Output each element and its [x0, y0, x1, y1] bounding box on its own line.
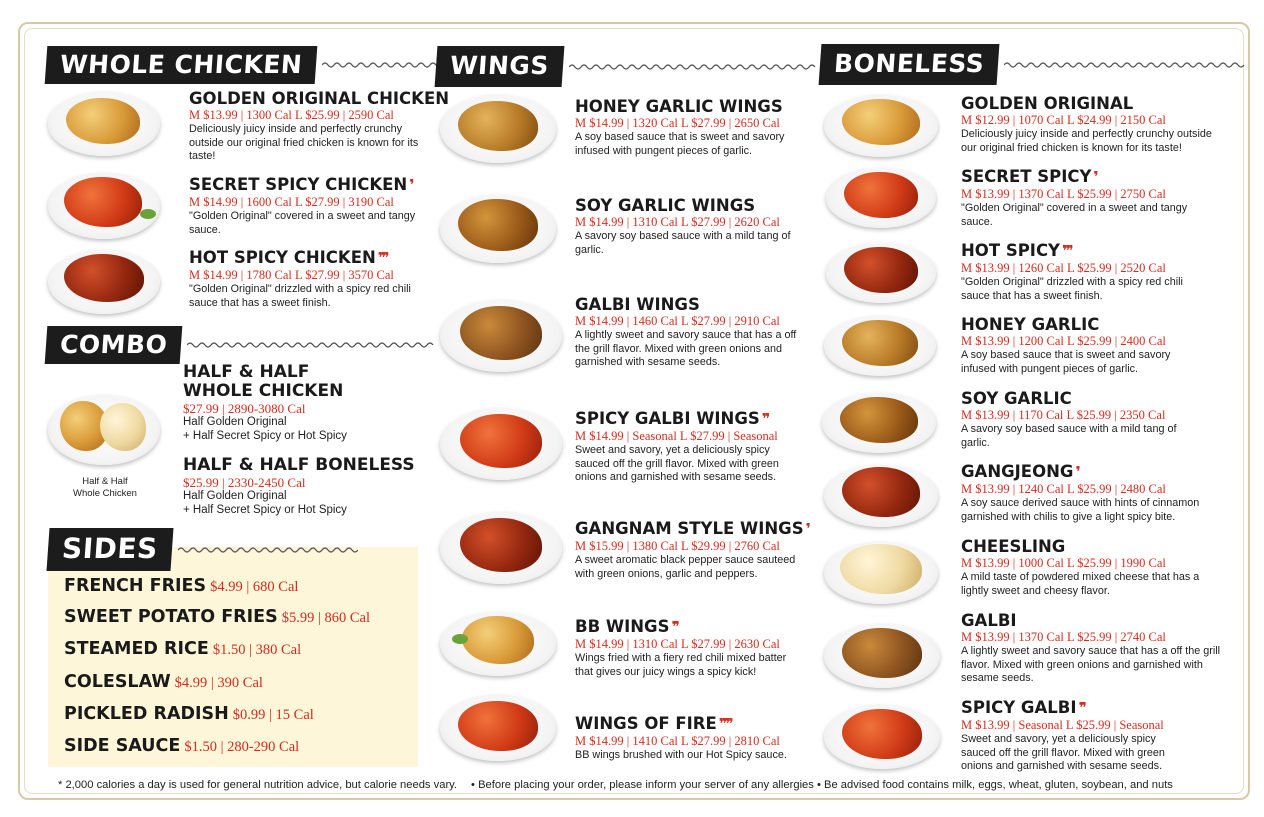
- item-name: HONEY GARLIC WINGS: [575, 97, 783, 116]
- menu-item-spicy-galbi-wings[interactable]: [575, 409, 800, 485]
- secret-spicy-chicken-photo: [48, 173, 160, 239]
- menu-item-gangnam-style-wings[interactable]: [575, 519, 809, 581]
- hot-spicy-chicken-photo: [48, 250, 160, 314]
- side-price: $1.50 | 280-290 Cal: [184, 739, 300, 755]
- calorie-disclaimer: * 2,000 calories a day is used for general nutrition advice, but calorie needs vary.: [58, 779, 458, 791]
- side-price: $0.99 | 15 Cal: [232, 707, 314, 723]
- item-name: GANGJEONG: [961, 462, 1074, 481]
- item-description: "Golden Original" covered in a sweet and tangy sauce.: [189, 210, 416, 236]
- chili-pepper-icon: ❜: [805, 520, 809, 538]
- item-description: Sweet and savory, yet a deliciously spicy sauced off the grill flavor. Mixed with green onions and garnished with sesame seeds.: [961, 733, 1165, 773]
- item-price: M $13.99 | 1370 Cal L $25.99 | 2750 Cal: [961, 187, 1166, 201]
- item-description: "Golden Original" covered in a sweet and tangy sauce.: [961, 202, 1188, 228]
- item-name-line2: WHOLE CHICKEN: [183, 381, 344, 401]
- item-price: M $13.99 | 1000 Cal L $25.99 | 1990 Cal: [961, 556, 1166, 570]
- menu-item-boneless-honey-garlic[interactable]: [961, 315, 1201, 376]
- chili-pepper-icon: ❜❜❜: [377, 249, 388, 267]
- chili-pepper-icon: ❜❜: [1078, 699, 1085, 717]
- half-and-half-chicken-photo: [48, 395, 160, 465]
- item-price: M $15.99 | 1380 Cal L $29.99 | 2760 Cal: [575, 539, 780, 553]
- item-price: M $14.99 | 1320 Cal L $27.99 | 2650 Cal: [575, 116, 780, 130]
- item-price: M $13.99 | 1300 Cal L $25.99 | 2590 Cal: [189, 108, 394, 122]
- item-name: SECRET SPICY CHICKEN: [189, 175, 408, 194]
- item-description: Deliciously juicy inside and perfectly crunchy outside our original fried chicken is known for its taste!: [961, 128, 1212, 154]
- sides-title: SIDES: [46, 528, 173, 571]
- item-description: BB wings brushed with our Hot Spicy sauce.: [575, 749, 787, 761]
- item-name: HALF & HALF BONELESS: [183, 455, 415, 475]
- side-price: $4.99 | 680 Cal: [210, 579, 299, 595]
- side-item-french-fries[interactable]: [64, 576, 298, 596]
- honey-garlic-wings-photo: [440, 95, 556, 163]
- item-name: BB WINGS: [575, 617, 670, 636]
- side-name: STEAMED RICE: [64, 639, 209, 659]
- side-item-sweet-potato-fries[interactable]: [64, 607, 370, 627]
- menu-item-galbi-wings[interactable]: [575, 295, 800, 370]
- boneless-secret-spicy-photo: [826, 168, 936, 228]
- item-description-line2: + Half Secret Spicy or Hot Spicy: [183, 429, 347, 442]
- item-name: HONEY GARLIC: [961, 315, 1100, 334]
- menu-item-boneless-hot-spicy[interactable]: [961, 241, 1211, 303]
- menu-item-boneless-soy-garlic[interactable]: [961, 389, 1191, 450]
- golden-original-chicken-photo: [48, 92, 160, 156]
- galbi-wings-photo: [440, 300, 562, 372]
- menu-item-bb-wings[interactable]: [575, 617, 800, 679]
- side-name: FRENCH FRIES: [64, 576, 207, 596]
- sides-section-header: [48, 528, 358, 571]
- allergy-disclaimer: • Before placing your order, please inform your server of any allergies • Be advised food contains milk, eggs, wheat, gluten, soybean, and nuts: [471, 779, 1173, 791]
- item-price: M $13.99 | 1170 Cal L $25.99 | 2350 Cal: [961, 408, 1166, 422]
- chili-pepper-icon: ❜: [1075, 463, 1079, 481]
- item-name: GOLDEN ORIGINAL CHICKEN: [189, 89, 450, 108]
- item-description: Deliciously juicy inside and perfectly crunchy outside our original fried chicken is known for its taste!: [189, 123, 419, 163]
- item-price: M $14.99 | 1410 Cal L $27.99 | 2810 Cal: [575, 734, 780, 748]
- chili-pepper-icon: ❜: [409, 176, 413, 194]
- item-name: SOY GARLIC WINGS: [575, 196, 756, 215]
- item-price: M $13.99 | 1260 Cal L $25.99 | 2520 Cal: [961, 261, 1166, 275]
- item-price: $27.99 | 2890-3080 Cal: [183, 401, 306, 416]
- item-price: M $13.99 | Seasonal L $25.99 | Seasonal: [961, 718, 1164, 732]
- combo-section-header: [46, 326, 437, 364]
- item-description: A soy sauce derived sauce with hints of cinnamon garnished with chilis to give a light spicy bite.: [961, 497, 1200, 523]
- whole-chicken-title: WHOLE CHICKEN: [45, 46, 318, 84]
- item-description: Sweet and savory, yet a deliciously spicy sauced off the grill flavor. Mixed with green onions and garnished with sesame seeds.: [575, 444, 779, 484]
- side-price: $4.99 | 390 Cal: [174, 675, 263, 691]
- boneless-spicy-galbi-photo: [824, 705, 940, 769]
- combo-photo-caption: Half & Half Whole Chicken: [73, 476, 137, 499]
- boneless-cheesling-photo: [824, 542, 938, 604]
- item-description: Wings fried with a fiery red chili mixed batter that gives our juicy wings a spicy kick!: [575, 652, 787, 678]
- menu-item-wings-of-fire[interactable]: [575, 714, 800, 763]
- wavy-divider: [178, 545, 358, 555]
- side-price: $5.99 | 860 Cal: [281, 610, 371, 626]
- boneless-section-header: [820, 44, 1249, 85]
- whole-chicken-section-header: [46, 46, 472, 84]
- menu-item-boneless-secret-spicy[interactable]: [961, 167, 1211, 229]
- item-price: M $14.99 | 1600 Cal L $27.99 | 3190 Cal: [189, 195, 394, 209]
- side-item-coleslaw[interactable]: [64, 672, 263, 692]
- item-price: M $14.99 | 1460 Cal L $27.99 | 2910 Cal: [575, 314, 780, 328]
- bb-wings-photo: [440, 612, 556, 676]
- combo-title: COMBO: [45, 326, 183, 364]
- menu-item-boneless-golden-original[interactable]: [961, 94, 1223, 155]
- spicy-galbi-wings-photo: [440, 408, 562, 480]
- menu-item-boneless-spicy-galbi[interactable]: [961, 698, 1191, 774]
- chili-pepper-icon: ❜: [1093, 168, 1097, 186]
- item-description: A mild taste of powdered mixed cheese that has a lightly sweet and cheesy flavor.: [961, 571, 1200, 597]
- wavy-divider: [569, 62, 819, 72]
- boneless-honey-garlic-photo: [824, 316, 936, 376]
- side-name: SWEET POTATO FRIES: [64, 607, 278, 627]
- side-price: $1.50 | 380 Cal: [212, 642, 302, 658]
- menu-item-boneless-galbi[interactable]: [961, 611, 1223, 686]
- item-description: A lightly sweet and savory sauce that has a off the grill flavor. Mixed with green onions and garnished with sesame seeds.: [575, 329, 797, 369]
- menu-item-honey-garlic-wings[interactable]: [575, 97, 800, 158]
- menu-item-boneless-gangjeong[interactable]: [961, 462, 1223, 524]
- item-name: HOT SPICY CHICKEN: [189, 248, 376, 267]
- wavy-divider: [187, 340, 437, 350]
- item-price: M $13.99 | 1370 Cal L $25.99 | 2740 Cal: [961, 630, 1166, 644]
- menu-item-half-and-half-whole-chicken[interactable]: [183, 363, 418, 443]
- menu-item-soy-garlic-wings[interactable]: [575, 196, 800, 257]
- item-price: M $14.99 | 1310 Cal L $27.99 | 2620 Cal: [575, 215, 780, 229]
- side-name: SIDE SAUCE: [64, 736, 181, 756]
- item-description: A savory soy based sauce with a mild tang of garlic.: [961, 423, 1177, 449]
- item-price: M $14.99 | 1780 Cal L $27.99 | 3570 Cal: [189, 268, 394, 282]
- item-price: $25.99 | 2330-2450 Cal: [183, 475, 306, 490]
- side-item-steamed-rice[interactable]: [64, 639, 301, 659]
- soy-garlic-wings-photo: [440, 195, 556, 263]
- item-description: "Golden Original" drizzled with a spicy red chili sauce that has a sweet finish.: [961, 276, 1183, 302]
- item-name: GALBI WINGS: [575, 295, 700, 314]
- chili-pepper-icon: ❜❜: [761, 410, 769, 428]
- item-name: SECRET SPICY: [961, 167, 1092, 186]
- item-name: SPICY GALBI: [961, 698, 1077, 717]
- item-name: HALF & HALF: [183, 362, 310, 382]
- boneless-soy-garlic-photo: [822, 393, 936, 453]
- boneless-galbi-photo: [824, 624, 940, 688]
- item-price: M $14.99 | Seasonal L $27.99 | Seasonal: [575, 429, 778, 443]
- side-name: PICKLED RADISH: [64, 704, 229, 724]
- side-name: COLESLAW: [64, 672, 171, 692]
- menu-item-half-and-half-boneless[interactable]: [183, 456, 418, 517]
- item-description: Half Golden Original: [183, 416, 287, 428]
- item-description: "Golden Original" drizzled with a spicy red chili sauce that has a sweet finish.: [189, 283, 411, 309]
- item-description: A savory soy based sauce with a mild tang of garlic.: [575, 230, 791, 256]
- item-name: HOT SPICY: [961, 241, 1061, 260]
- wings-title: WINGS: [435, 46, 565, 87]
- wings-of-fire-photo: [440, 695, 556, 761]
- menu-item-secret-spicy-chicken[interactable]: [189, 175, 429, 237]
- item-description: A sweet aromatic black pepper sauce sauteed with green onions, garlic and peppers.: [575, 554, 796, 580]
- footer-notes: [58, 779, 1173, 791]
- item-name: GANGNAM STYLE WINGS: [575, 519, 804, 538]
- wavy-divider: [1004, 60, 1249, 70]
- item-description-line2: + Half Secret Spicy or Hot Spicy: [183, 503, 347, 516]
- item-name: CHEESLING: [961, 537, 1066, 556]
- menu-item-golden-original-chicken[interactable]: [189, 89, 450, 164]
- chili-pepper-icon: ❜❜❜❜: [718, 715, 732, 733]
- menu-item-hot-spicy-chicken[interactable]: [189, 248, 424, 310]
- boneless-gangjeong-photo: [824, 465, 938, 527]
- item-name: SOY GARLIC: [961, 389, 1072, 408]
- item-name: WINGS OF FIRE: [575, 714, 717, 733]
- item-name: GALBI: [961, 611, 1017, 630]
- item-name: GOLDEN ORIGINAL: [961, 94, 1134, 113]
- item-description: Half Golden Original: [183, 490, 287, 502]
- gangnam-style-wings-photo: [440, 512, 562, 584]
- boneless-hot-spicy-photo: [826, 243, 936, 303]
- item-price: M $14.99 | 1310 Cal L $27.99 | 2630 Cal: [575, 637, 780, 651]
- item-description: A soy based sauce that is sweet and savory infused with pungent pieces of garlic.: [575, 131, 785, 157]
- side-item-side-sauce[interactable]: [64, 736, 299, 756]
- item-price: M $12.99 | 1070 Cal L $24.99 | 2150 Cal: [961, 113, 1166, 127]
- chili-pepper-icon: ❜❜: [671, 618, 678, 636]
- item-name: SPICY GALBI WINGS: [575, 409, 760, 428]
- side-item-pickled-radish[interactable]: [64, 704, 314, 724]
- wings-section-header: [436, 46, 819, 87]
- chili-pepper-icon: ❜❜❜: [1062, 242, 1072, 260]
- boneless-golden-original-photo: [824, 95, 938, 157]
- item-price: M $13.99 | 1240 Cal L $25.99 | 2480 Cal: [961, 482, 1166, 496]
- item-description: A soy based sauce that is sweet and savory infused with pungent pieces of garlic.: [961, 349, 1171, 375]
- menu-item-boneless-cheesling[interactable]: [961, 537, 1216, 598]
- item-price: M $13.99 | 1200 Cal L $25.99 | 2400 Cal: [961, 334, 1166, 348]
- boneless-title: BONELESS: [819, 44, 1000, 85]
- item-description: A lightly sweet and savory sauce that has a off the grill flavor. Mixed with green onions and garnished with sesame seeds.: [961, 645, 1221, 685]
